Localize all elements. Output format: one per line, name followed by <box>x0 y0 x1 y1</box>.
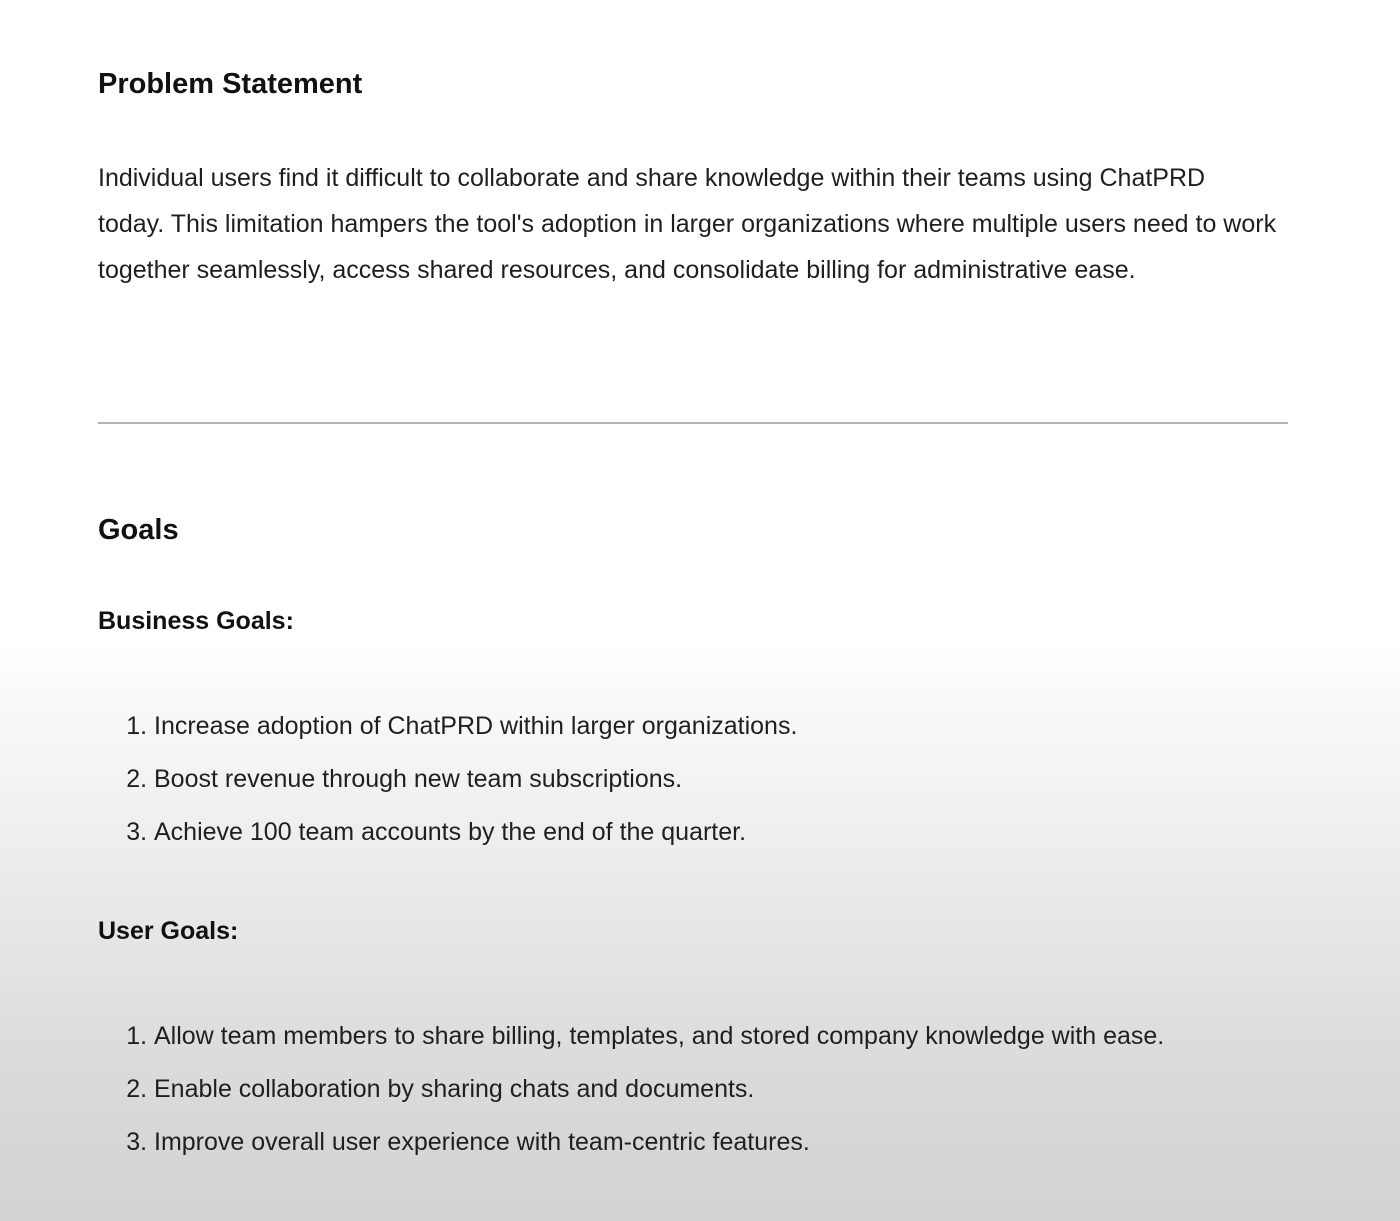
user-goal-item: 1. Allow team members to share billing, templates, and stored company knowledge with ease. <box>154 1013 1244 1059</box>
business-goals-list <box>98 703 1244 862</box>
problem-statement-heading: Problem Statement <box>98 68 363 100</box>
business-goals-heading: Business Goals: <box>98 607 294 635</box>
business-goal-item: 2. Boost revenue through new team subscriptions. <box>154 756 1244 802</box>
business-goal-item: 1. Increase adoption of ChatPRD within larger organizations. <box>154 703 1244 749</box>
business-goal-item: 3. Achieve 100 team accounts by the end of the quarter. <box>154 809 1244 855</box>
user-goals-list <box>98 1013 1244 1172</box>
problem-statement-paragraph: Individual users find it difficult to collaborate and share knowledge within their teams using ChatPRD today. This limitation hampers the tool's adoption in larger organizations where multiple users need to work together seamlessly, access shared resources, and consolidate billing for administrative ease. <box>98 164 1277 284</box>
section-divider <box>98 422 1288 424</box>
user-goal-item: 2. Enable collaboration by sharing chats and documents. <box>154 1066 1244 1112</box>
user-goals-heading: User Goals: <box>98 917 239 945</box>
user-goal-item: 3. Improve overall user experience with team-centric features. <box>154 1119 1244 1165</box>
goals-heading: Goals <box>98 514 179 546</box>
